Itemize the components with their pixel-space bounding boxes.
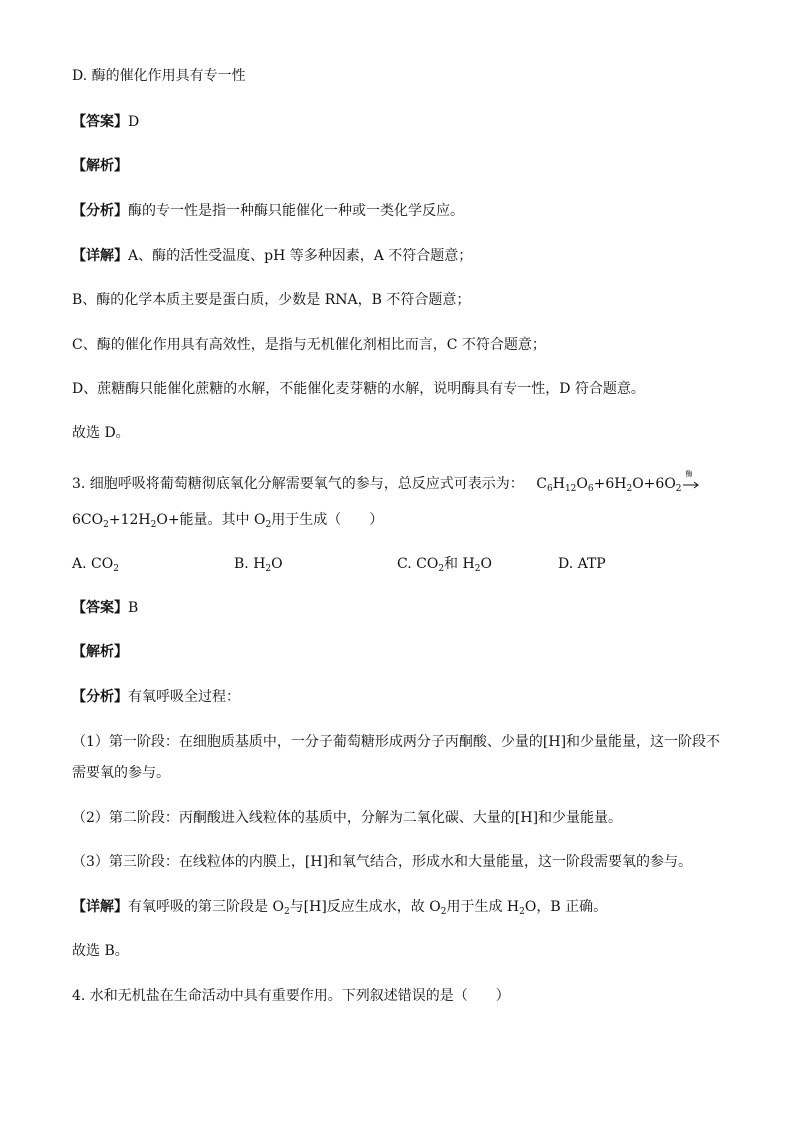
q3-detail: 【详解】有氧呼吸的第三阶段是 $O_2$与[H]反应生成水，故 $O_2$用于生成 $H_2O$，B 正确。: [72, 899, 608, 917]
q3-option-a: A. $CO_2$: [72, 556, 119, 574]
q3-stage1-line2: 需要氧的参与。: [72, 765, 170, 781]
q3-option-c: C. $CO_2$和 $H_2O$: [397, 556, 492, 574]
q3-equation: $C_6H_{12}O_6+6H_2O+6O_2$ 酶: [536, 476, 699, 492]
q2-choose: 故选 D。: [72, 425, 130, 441]
q3-stage1-line1: （1）第一阶段：在细胞质基质中，一分子葡萄糖形成两分子丙酮酸、少量的[H]和少量能量，这一阶段不: [72, 734, 721, 750]
q3-stem-line1: 3. 细胞呼吸将葡萄糖彻底氧化分解需要氧气的参与，总反应式可表示为： $C_6H_{12}O_6+6H_2O+6O_2$ 酶: [72, 474, 734, 494]
q2-fenxi: 【分析】酶的专一性是指一种酶只能催化一种或一类化学反应。: [72, 203, 464, 219]
q3-analysis-heading: 【解析】: [72, 644, 128, 660]
q3-stage3: （3）第三阶段：在线粒体的内膜上，[H]和氧气结合，形成水和大量能量，这一阶段需要氧的参与。: [72, 854, 693, 870]
q2-detail-a: 【详解】A、酶的活性受温度、pH 等多种因素，A 不符合题意；: [72, 248, 473, 264]
q4-stem: 4. 水和无机盐在生命活动中具有重要作用。下列叙述错误的是（ ）: [72, 988, 510, 1004]
q2-answer: 【答案】D: [72, 114, 140, 130]
q2-detail-b: B、酶的化学本质主要是蛋白质，少数是 RNA，B 不符合题意；: [72, 292, 471, 308]
q3-option-b: B. $H_2O$: [234, 556, 283, 574]
q3-option-d: D. ATP: [558, 556, 606, 572]
q3-answer: 【答案】B: [72, 600, 139, 616]
q3-stem-line2: $6CO_2+12H_2O+$能量。其中 $O_2$用于生成（ ）: [72, 512, 384, 530]
reaction-arrow-icon: 酶: [682, 474, 700, 490]
q2-analysis-heading: 【解析】: [72, 158, 128, 174]
q3-choose: 故选 B。: [72, 943, 129, 959]
q3-stage2: （2）第二阶段：丙酮酸进入线粒体的基质中，分解为二氧化碳、大量的[H]和少量能量。: [72, 810, 623, 826]
q2-option-d: D. 酶的催化作用具有专一性: [72, 68, 246, 84]
q2-detail-c: C、酶的催化作用具有高效性，是指与无机催化剂相比而言，C 不符合题意；: [72, 337, 546, 353]
q2-detail-d: D、蔗糖酶只能催化蔗糖的水解，不能催化麦芽糖的水解，说明酶具有专一性，D 符合题意。: [72, 381, 645, 397]
q3-fenxi: 【分析】有氧呼吸全过程：: [72, 689, 240, 705]
